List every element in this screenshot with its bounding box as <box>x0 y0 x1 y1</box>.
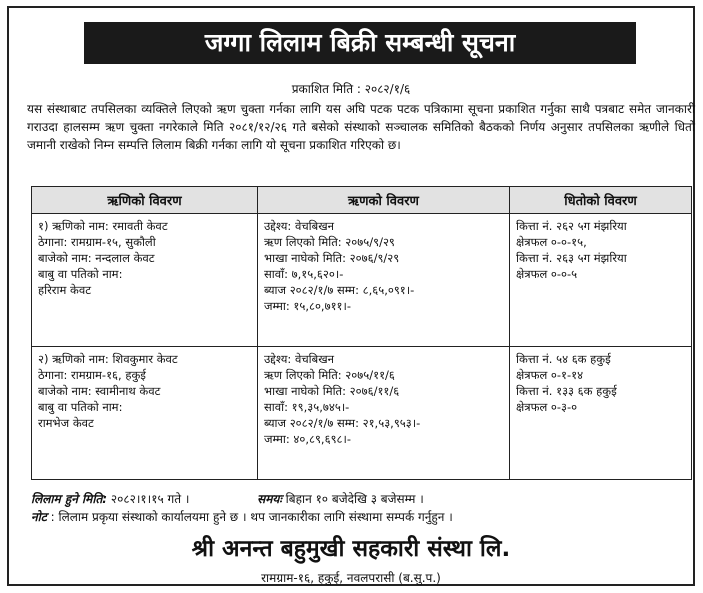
intro-paragraph: यस संस्थाबाट तपसिलका व्यक्तिले लिएको ऋण चुक्ता गर्नका लागि यस अघि पटक पटक पत्रिकामा सूचना प्रकाशित गर्नुका साथै पत्रबाट समेत जानकारी गराउदा हालसम्म ऋण चुक्ता नगरेकाले मिति २०८१/१२/२६ गते बसेको संस्थाको सञ्चालक समितिको बैठकको निर्णय अनुसार तपसिलका ऋणीले धितो जमानी राखेको निम्न सम्पत्ति लिलाम बिक्री गर्नका लागि यो सूचना प्रकाशित गरिएको छ। <box>27 102 695 152</box>
notice-frame <box>7 6 695 586</box>
published-date: प्रकाशित मिति : २०८२/१/६ <box>291 82 411 96</box>
auction-time-label: समयः <box>257 492 282 506</box>
loan-line: जम्मा: १५,८०,७११।- <box>264 299 352 313</box>
collateral-line: क्षेत्रफल ०-३-० <box>516 400 578 414</box>
header-loan: ऋणको विवरण <box>258 187 510 214</box>
borrower-cell <box>32 214 258 347</box>
organization-name: श्री अनन्त बहुमुखी सहकारी संस्था लि. <box>191 536 511 562</box>
borrower-line: हरिराम केवट <box>38 283 92 297</box>
collateral-line: कित्ता नं. २६३ ५ग मंझरिया <box>516 251 627 265</box>
borrower-cell <box>32 347 258 480</box>
table-row <box>32 347 692 480</box>
collateral-line: कित्ता नं. ५४ ६क हकुई <box>516 352 611 366</box>
borrower-line: बाबु वा पतिको नाम: <box>38 400 123 414</box>
collateral-cell <box>510 214 692 347</box>
note <box>31 508 691 525</box>
collateral-line: क्षेत्रफल ०-१-१४ <box>516 368 584 382</box>
collateral-line: क्षेत्रफल ०-०-१५, <box>516 235 587 249</box>
organization-address: रामग्राम-१६, हकुई, नवलपरासी (ब.सु.प.) <box>261 571 441 585</box>
borrower-line: रामभेज केवट <box>38 416 94 430</box>
loan-line: ऋण लिएको मिति: २०७५/९/२९ <box>264 235 395 249</box>
auction-time-value: बिहान १० बजेदेखि ३ बजेसम्म । <box>285 492 424 506</box>
loan-line: सावाँ: ७,१५,६२०।- <box>264 267 344 281</box>
collateral-line: क्षेत्रफल ०-०-५ <box>516 267 578 281</box>
loan-line: उद्देश्य: वेचबिखन <box>264 219 334 233</box>
table-row <box>32 214 692 347</box>
auction-date-label: लिलाम हुने मिति: <box>31 492 108 506</box>
loan-line: ऋण लिएको मिति: २०७५/११/६ <box>264 368 395 382</box>
table-header-row <box>32 187 692 214</box>
note-text: : लिलाम प्रकृया संस्थाको कार्यालयमा हुने छ । थप जानकारीका लागि संस्थामा सम्पर्क गर्नुहुन । <box>50 510 453 524</box>
loan-line: उद्देश्य: वेचबिखन <box>264 352 334 366</box>
loan-line: भाखा नाघेको मिति: २०७६/११/६ <box>264 384 400 398</box>
loan-line: ब्याज २०८२/१/७ सम्म: ८,६५,०९१।- <box>264 283 415 297</box>
borrower-line: ठेगाना: रामग्राम-१५, सुकौली <box>38 235 156 249</box>
borrower-line: १) ऋणिको नाम: रमावती केवट <box>38 219 168 233</box>
collateral-line: कित्ता नं. १३३ ६क हकुई <box>516 384 617 398</box>
borrower-line: ठेगाना: रामग्राम-१६, हकुई <box>38 368 146 382</box>
note-label: नोट <box>31 510 47 524</box>
header-collateral: धितोको विवरण <box>510 187 692 214</box>
loan-cell <box>258 347 510 480</box>
borrower-line: बाजेको नाम: नन्दलाल केवट <box>38 251 155 265</box>
header-borrower: ऋणिको विवरण <box>32 187 258 214</box>
loan-cell <box>258 214 510 347</box>
auction-date-value: २०८२।१।१५ गते । <box>110 492 190 506</box>
collateral-line: कित्ता नं. २६२ ५ग मंझरिया <box>516 219 627 233</box>
borrower-line: २) ऋणिको नाम: शिवकुमार केवट <box>38 352 178 366</box>
collateral-cell <box>510 347 692 480</box>
borrower-line: बाजेको नाम: स्वामीनाथ केवट <box>38 384 161 398</box>
notice-title: जग्गा लिलाम बिक्री सम्बन्धी सूचना <box>84 22 636 64</box>
auction-details-table <box>31 186 692 480</box>
auction-schedule <box>31 490 691 507</box>
loan-line: भाखा नाघेको मिति: २०७६/९/२९ <box>264 251 400 265</box>
loan-line: ब्याज २०८२/१/७ सम्म: २१,५३,९५३।- <box>264 416 421 430</box>
loan-line: जम्मा: ४०,८९,६९८।- <box>264 432 352 446</box>
loan-line: सावाँ: १९,३५,७४५।- <box>264 400 350 414</box>
borrower-line: बाबु वा पतिको नाम: <box>38 267 123 281</box>
